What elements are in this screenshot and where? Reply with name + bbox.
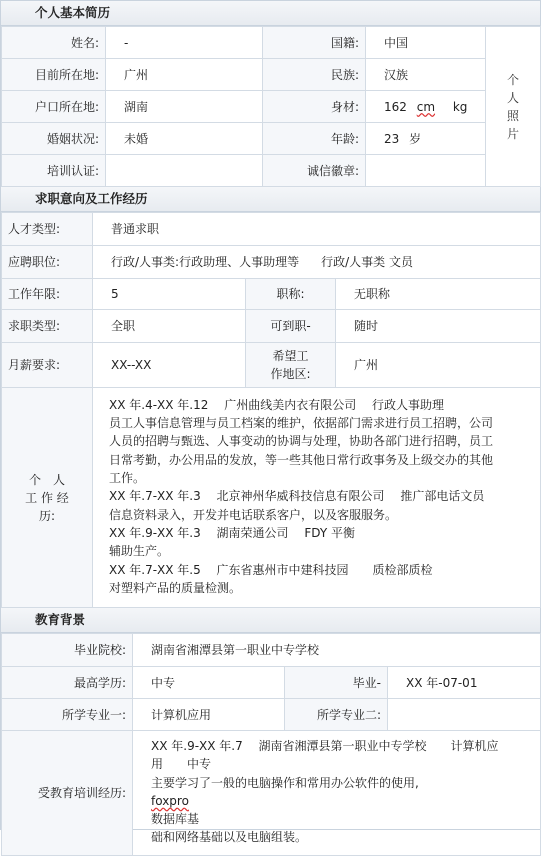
major1-value: 计算机应用 xyxy=(133,699,285,731)
region-label-line: 作地区: xyxy=(270,367,311,381)
basic-info-table xyxy=(1,26,541,187)
experience-label-line: 历: xyxy=(38,508,56,523)
photo-placeholder xyxy=(486,27,541,187)
experience-line: 员工人事信息管理与员工档案的维护，依据部门需求进行员工招聘，公司 xyxy=(109,416,494,431)
experience-line: 辅助生产。 xyxy=(109,544,170,559)
major2-value xyxy=(388,699,541,731)
photo-char: 人 xyxy=(506,90,519,105)
position-value-secondary: 行政/人事类 文员 xyxy=(321,255,413,269)
experience-line: 工作。 xyxy=(109,471,146,486)
degree-value: 中专 xyxy=(133,667,285,699)
experience-line: XX 年.4-XX 年.12 广州曲线美内衣有限公司 行政人事助理 xyxy=(109,397,445,412)
school-label: 毕业院校: xyxy=(2,634,133,667)
experience-line: XX 年.7-XX 年.3 北京神州华威科技信息有限公司 推广部电话文员 xyxy=(109,489,485,504)
education-table xyxy=(1,633,541,856)
section-title-job: 求职意向及工作经历 xyxy=(1,187,540,212)
height-number: 162 xyxy=(384,99,407,114)
experience-line: XX 年.7-XX 年.5 广东省惠州市中建科技园 质检部质检 xyxy=(109,562,433,577)
age-label: 年龄: xyxy=(263,123,366,155)
salary-value: XX--XX xyxy=(93,343,246,388)
position-value xyxy=(93,246,541,279)
school-value: 湖南省湘潭县第一职业中专学校 xyxy=(133,634,541,667)
rank-value: 无职称 xyxy=(336,279,541,310)
experience-line: 人员的招聘与甄选、人事变动的协调与处理，协助各部门进行招聘，员工 xyxy=(109,434,494,449)
degree-label: 最高学历: xyxy=(2,667,133,699)
photo-char: 片 xyxy=(506,126,519,141)
experience-label-line: 个 人 xyxy=(28,472,65,487)
age-unit: 岁 xyxy=(409,131,422,146)
region-label-line: 希望工 xyxy=(272,349,309,363)
availability-label: 可到职- xyxy=(246,310,336,343)
years-label: 工作年限: xyxy=(2,279,93,310)
marital-label: 婚姻状况: xyxy=(2,123,106,155)
name-label: 姓名: xyxy=(2,27,106,59)
edu-training-text-part: 数据库基 xyxy=(151,812,200,827)
salary-label: 月薪要求: xyxy=(2,343,93,388)
experience-line: 对塑料产品的质量检测。 xyxy=(109,580,242,595)
experience-label xyxy=(2,388,93,608)
graduation-value: XX 年-07-01 xyxy=(388,667,541,699)
edu-training-line: XX 年.9-XX 年.7 湖南省湘潭县第一职业中专学校 计算机应 xyxy=(151,739,499,753)
edu-training-label: 受教育培训经历: xyxy=(2,731,133,856)
talent-type-value: 普通求职 xyxy=(93,213,541,246)
age-value xyxy=(366,123,486,155)
credit-badge-value xyxy=(366,155,486,187)
experience-label-line: 工 作 经 xyxy=(25,490,69,505)
experience-line: 信息资料录入，开发并电话联系客户，以及客服服务。 xyxy=(109,507,398,522)
years-value: 5 xyxy=(93,279,246,310)
major1-label: 所学专业一: xyxy=(2,699,133,731)
marital-value: 未婚 xyxy=(106,123,263,155)
edu-training-line: 础和网络基础以及电脑组装。 xyxy=(151,830,308,845)
experience-text xyxy=(93,388,541,608)
region-value: 广州 xyxy=(336,343,541,388)
job-type-label: 求职类型: xyxy=(2,310,93,343)
talent-type-label: 人才类型: xyxy=(2,213,93,246)
graduation-label: 毕业- xyxy=(285,667,388,699)
height-value xyxy=(366,91,486,123)
edu-training-line: 用 中专 xyxy=(151,757,212,772)
section-title-basic: 个人基本简历 xyxy=(1,1,540,26)
position-value-primary: 行政/人事类:行政助理、人事助理等 xyxy=(111,255,300,269)
position-label: 应聘职位: xyxy=(2,246,93,279)
nationality-label: 国籍: xyxy=(263,27,366,59)
edu-training-text xyxy=(133,731,541,856)
height-label: 身材: xyxy=(263,91,366,123)
hukou-label: 户口所在地: xyxy=(2,91,106,123)
region-label xyxy=(246,343,336,388)
photo-char: 照 xyxy=(506,108,519,123)
height-unit-kg: kg xyxy=(452,99,468,114)
training-cert-label: 培训认证: xyxy=(2,155,106,187)
residence-value: 广州 xyxy=(106,59,263,91)
experience-line: 日常考勤，办公用品的发放，等一些其他日常行政事务及上级交办的其他 xyxy=(109,452,494,467)
age-number: 23 xyxy=(384,131,400,146)
credit-badge-label: 诚信徽章: xyxy=(263,155,366,187)
height-unit-cm: cm xyxy=(416,99,436,114)
foxpro-term: foxpro xyxy=(151,793,189,808)
edu-training-line xyxy=(151,774,532,829)
section-title-education: 教育背景 xyxy=(1,608,540,633)
training-cert-value xyxy=(106,155,263,187)
ethnicity-label: 民族: xyxy=(263,59,366,91)
photo-char: 个 xyxy=(506,72,519,87)
experience-line: XX 年.9-XX 年.3 湖南荣通公司 FDY 平衡 xyxy=(109,525,356,540)
edu-training-text-part: 主要学习了一般的电脑操作和常用办公软件的使用, xyxy=(151,775,419,790)
availability-value: 随时 xyxy=(336,310,541,343)
nationality-value: 中国 xyxy=(366,27,486,59)
job-type-value: 全职 xyxy=(93,310,246,343)
hukou-value: 湖南 xyxy=(106,91,263,123)
major2-label: 所学专业二: xyxy=(285,699,388,731)
job-info-table xyxy=(1,212,541,608)
name-value: - xyxy=(106,27,263,59)
rank-label: 职称: xyxy=(246,279,336,310)
ethnicity-value: 汉族 xyxy=(366,59,486,91)
residence-label: 目前所在地: xyxy=(2,59,106,91)
